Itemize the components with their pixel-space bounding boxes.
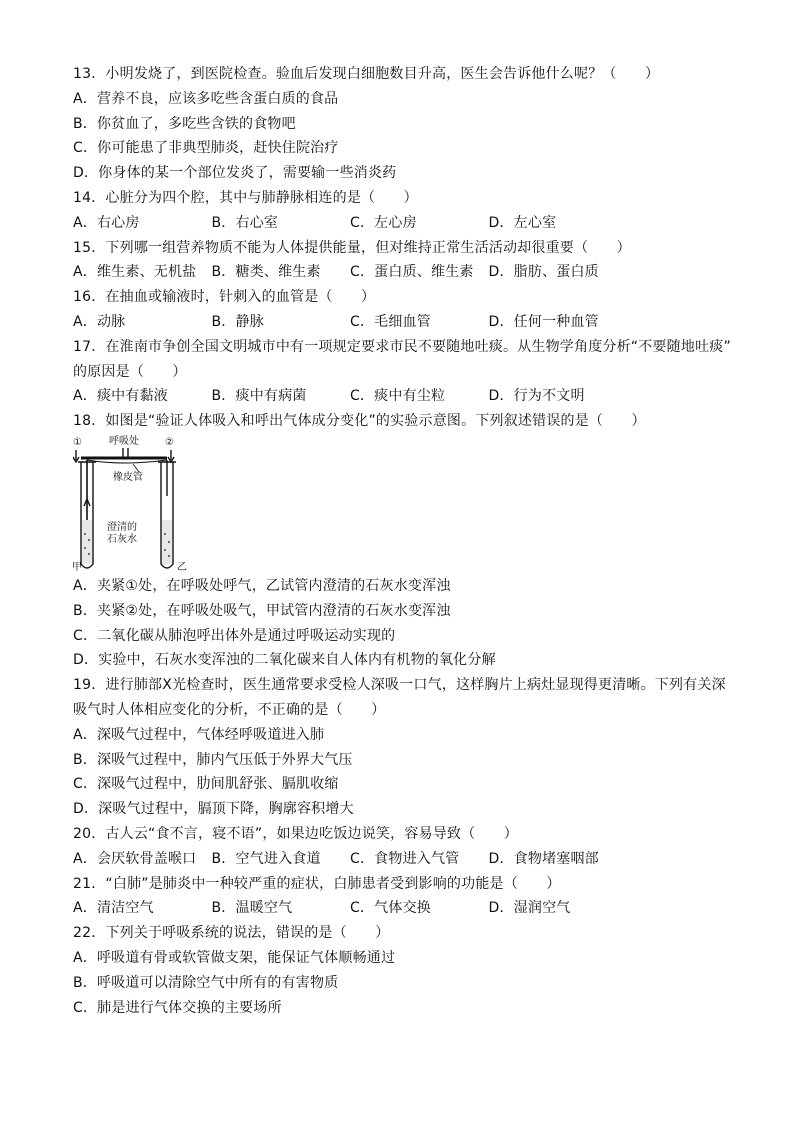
option: D．深吸气过程中，膈顶下降，胸廓容积增大 [73, 801, 354, 818]
option: B．右心室 [211, 214, 279, 231]
option: D．行为不文明 [488, 388, 585, 405]
figure-label-breathing-point: 呼吸处 [109, 435, 139, 447]
test-tube-apparatus [73, 436, 193, 574]
option: C．蛋白质、维生素 [350, 264, 474, 281]
question-block [73, 62, 733, 186]
option: D．你身体的某一个部位发炎了，需要输一些消炎药 [73, 165, 397, 182]
figure-label-limewater-line-2: 石灰水 [107, 533, 137, 545]
option: C．深吸气过程中，肋间肌舒张、膈肌收缩 [73, 776, 339, 793]
figure-label-tube-b: 乙 [177, 561, 187, 573]
option: A．右心房 [73, 214, 140, 231]
option: A．动脉 [73, 313, 126, 330]
options-row [73, 847, 733, 872]
option: C．肺是进行气体交换的主要场所 [73, 999, 282, 1016]
option: C．你可能患了非典型肺炎，赶快住院治疗 [73, 140, 339, 157]
question-stem: 22．下列关于呼吸系统的说法，错误的是（ ） [73, 925, 390, 942]
option: B．空气进入食道 [211, 850, 321, 867]
question-block [73, 822, 733, 872]
question-block [73, 872, 733, 922]
option: A．深吸气过程中，气体经呼吸道进入肺 [73, 726, 325, 743]
question-block [73, 673, 733, 822]
options-row [73, 384, 733, 409]
figure-label-limewater-line-1: 澄清的 [107, 521, 137, 533]
option: A．营养不良，应该多吃些含蛋白质的食品 [73, 90, 339, 107]
option: D．食物堵塞咽部 [488, 850, 599, 867]
option: B．痰中有病菌 [211, 388, 307, 405]
question-stem: 吸气时人体相应变化的分析，不正确的是（ ） [73, 701, 386, 718]
option: C．二氧化碳从肺泡呼出体外是通过呼吸运动实现的 [73, 627, 396, 644]
option: A．夹紧①处，在呼吸处呼气，乙试管内澄清的石灰水变浑浊 [73, 577, 451, 594]
question-block [73, 186, 733, 236]
question-block [73, 285, 733, 335]
question-stem: 14．心脏分为四个腔，其中与肺静脉相连的是（ ） [73, 189, 418, 206]
option: A．维生素、无机盐 [73, 264, 197, 281]
figure-mark-2: ② [165, 436, 174, 448]
option: D．脂肪、蛋白质 [488, 264, 599, 281]
options-row [73, 896, 733, 921]
option: B．夹紧②处，在呼吸处吸气，甲试管内澄清的石灰水变浑浊 [73, 602, 451, 619]
question-stem: 21．“白肺”是肺炎中一种较严重的症状，白肺患者受到影响的功能是（ ） [73, 875, 561, 892]
options-row [73, 260, 733, 285]
option: D．湿润空气 [488, 900, 571, 917]
option: A．痰中有黏液 [73, 388, 168, 405]
option: C．左心房 [350, 214, 417, 231]
option: B．静脉 [211, 313, 264, 330]
option: C．毛细血管 [350, 313, 431, 330]
question-stem: 19．进行肺部X光检查时，医生通常要求受检人深吸一口气，这样胸片上病灶显现得更清晰。下列有关深 [73, 677, 726, 694]
question-stem: 的原因是（ ） [73, 363, 187, 380]
exam-page [73, 62, 733, 1020]
figure-label-tube-a: 甲 [72, 561, 82, 573]
option: C．痰中有尘粒 [350, 388, 446, 405]
option: B．呼吸道可以清除空气中所有的有害物质 [73, 974, 339, 991]
options-row [73, 211, 733, 236]
question-stem: 15．下列哪一组营养物质不能为人体提供能量，但对维持正常生活活动却很重要（ ） [73, 239, 631, 256]
option: A．清洁空气 [73, 900, 154, 917]
question-stem: 13．小明发烧了，到医院检查。验血后发现白细胞数目升高，医生会告诉他什么呢？（ ） [73, 66, 660, 82]
option: C．食物进入气管 [350, 850, 460, 867]
question-stem: 18．如图是“验证人体吸入和呼出气体成分变化”的实验示意图。下列叙述错误的是（ ） [73, 413, 646, 430]
experiment-figure [73, 436, 193, 574]
option: D．左心室 [488, 214, 557, 231]
question-stem: 20．古人云“食不言，寝不语”，如果边吃饭边说笑，容易导致（ ） [73, 825, 518, 842]
question-stem: 17．在淮南市争创全国文明城市中有一项规定要求市民不要随地吐痰。从生物学角度分析“不要随地吐痰” [73, 338, 731, 355]
options-row [73, 310, 733, 335]
option: B．你贫血了，多吃些含铁的食物吧 [73, 115, 296, 132]
option: C．气体交换 [350, 900, 431, 917]
option: A．呼吸道有骨或软管做支架，能保证气体顺畅通过 [73, 949, 396, 966]
question-block [73, 921, 733, 1020]
figure-label-rubber-tube: 橡皮管 [113, 471, 143, 483]
question-block [73, 409, 733, 673]
option: A．会厌软骨盖喉口 [73, 850, 197, 867]
question-stem: 16．在抽血或输液时，针刺入的血管是（ ） [73, 289, 376, 306]
question-block [73, 236, 733, 286]
question-block [73, 335, 733, 409]
option: B．温暖空气 [211, 900, 293, 917]
figure-mark-1: ① [73, 436, 82, 448]
option: D．任何一种血管 [488, 313, 599, 330]
option: D．实验中，石灰水变浑浊的二氧化碳来自人体内有机物的氧化分解 [73, 652, 496, 669]
option: B．糖类、维生素 [211, 264, 321, 281]
option: B．深吸气过程中，肺内气压低于外界大气压 [73, 751, 353, 768]
